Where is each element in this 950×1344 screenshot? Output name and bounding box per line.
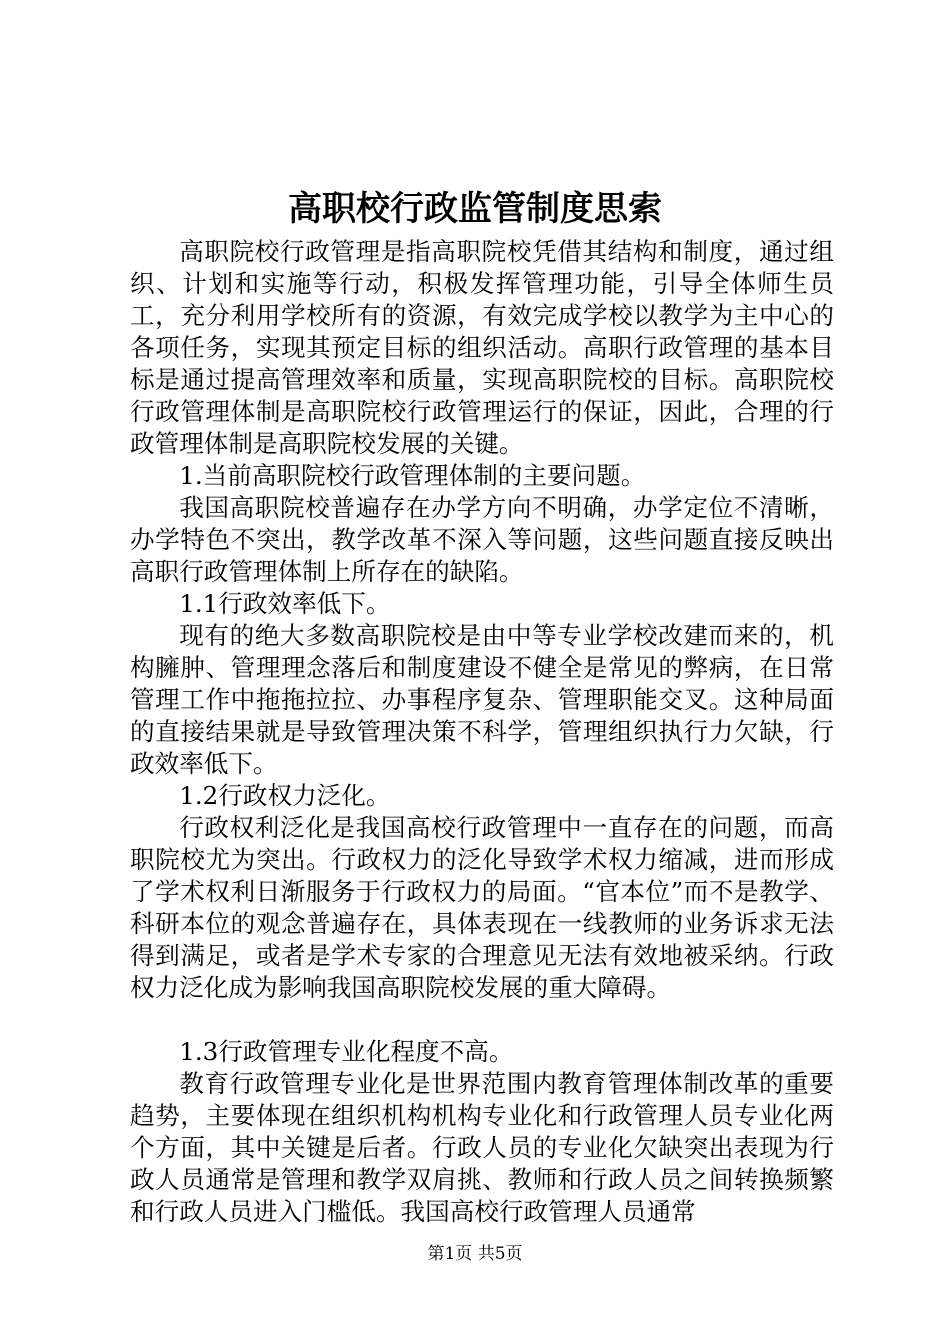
paragraph-section-1: 我国高职院校普遍存在办学方向不明确，办学定位不清晰，办学特色不突出，教学改革不深入等问题，这些问题直接反映出高职行政管理体制上所存在的缺陷。 bbox=[130, 493, 834, 586]
heading-section-1-1: 1.1行政效率低下。 bbox=[179, 589, 391, 618]
heading-section-1: 1.当前高职院校行政管理体制的主要问题。 bbox=[179, 461, 646, 490]
document-title: 高职校行政监管制度思索 bbox=[288, 189, 662, 229]
paragraph-section-1-2: 行政权利泛化是我国高校行政管理中一直存在的问题，而高职院校尤为突出。行政权力的泛化导致学术权力缩减，进而形成了学术权利日渐服务于行政权力的局面。“官本位”而不是教学、科研本位的观念普遍存在，具体表现在一线教师的业务诉求无法得到满足，或者是学术专家的合理意见无法有效地被采纳。行政权力泛化成为影响我国高职院校发展的重大障碍。 bbox=[130, 813, 834, 1002]
paragraph-section-1-1: 现有的绝大多数高职院校是由中等专业学校改建而来的，机构臃肿、管理理念落后和制度建设不健全是常见的弊病，在日常管理工作中拖拖拉拉、办事程序复杂、管理职能交叉。这种局面的直接结果就是导致管理决策不科学，管理组织执行力欠缺，行政效率低下。 bbox=[130, 621, 834, 778]
document-body bbox=[130, 236, 834, 1228]
heading-section-1-2: 1.2行政权力泛化。 bbox=[179, 781, 391, 810]
page-number-footer: 第1页 共5页 bbox=[427, 1244, 523, 1264]
heading-section-1-3: 1.3行政管理专业化程度不高。 bbox=[179, 1037, 514, 1066]
paragraph-spacer bbox=[130, 1004, 834, 1036]
paragraph-section-1-3: 教育行政管理专业化是世界范围内教育管理体制改革的重要趋势，主要体现在组织机构机构专业化和行政管理人员专业化两个方面，其中关键是后者。行政人员的专业化欠缺突出表现为行政人员通常是管理和教学双肩挑、教师和行政人员之间转换频繁和行政人员进入门槛低。我国高校行政管理人员通常 bbox=[130, 1069, 834, 1226]
paragraph-intro: 高职院校行政管理是指高职院校凭借其结构和制度，通过组织、计划和实施等行动，积极发挥管理功能，引导全体师生员工，充分利用学校所有的资源，有效完成学校以教学为主中心的各项任务，实现其预定目标的组织活动。高职行政管理的基本目标是通过提高管理效率和质量，实现高职院校的目标。高职院校行政管理体制是高职院校行政管理运行的保证，因此，合理的行政管理体制是高职院校发展的关键。 bbox=[130, 237, 834, 458]
